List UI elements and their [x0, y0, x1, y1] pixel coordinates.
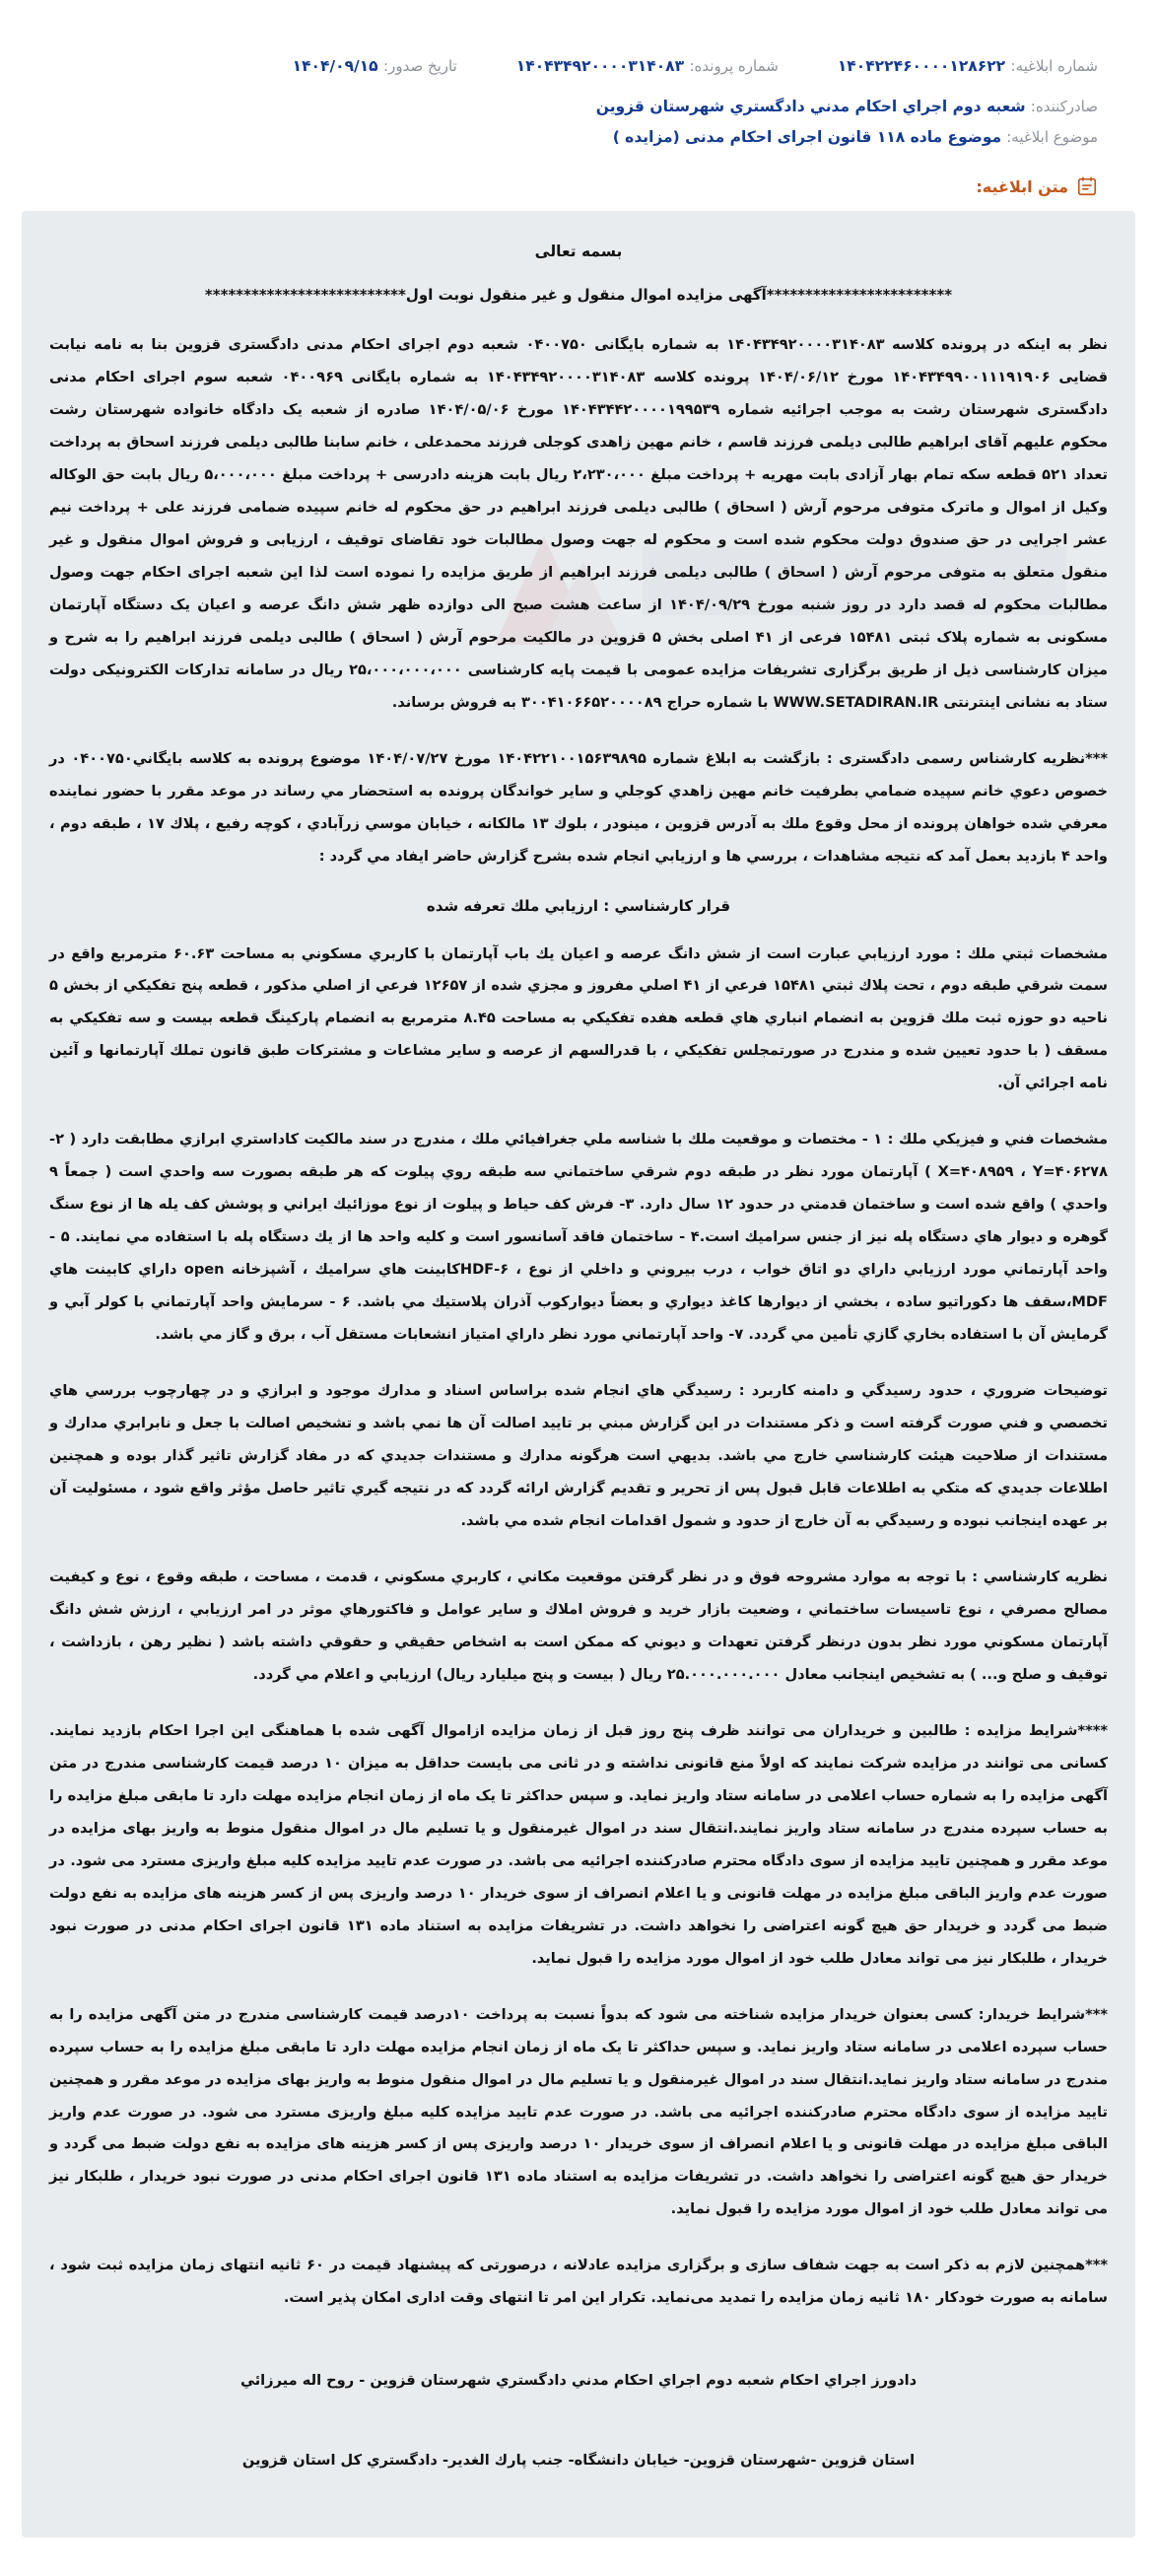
notice-number-field	[838, 57, 1098, 75]
case-number-value: ۱۴۰۴۳۴۹۲۰۰۰۰۳۱۴۰۸۳	[515, 57, 685, 75]
paragraph-physical-specs: مشخصات فني و فیزیکي ملك : ۱ - مختصات و موقعیت ملك با شناسه ملي جغرافیائي ملك ، مندرج در سند مالکیت کاداستري ابرازي مطابقت دارد ( ۲- X=۴۰۸۹۵۹ ، Y=۴۰۶۲۷۸ ) آپارتمان مورد نظر در طبقه دوم شرقي ساختماني سه طبقه روي پیلوت که هر طبقه بصورت سه واحدي است ( جمعاً ۹ واحدي ) واقع شده است و ساختمان قدمتي در حدود ۱۲ سال دارد. ۳- فرش کف حیاط و پیلوت از نوع موزائیك ایراني و پوشش کف یله ها از نوع سنگ گوهره و دیوار هاي دستگاه پله نیز از جنس سرامیك است.۴ - ساختمان فاقد آسانسور است و کلیه واحد ها از یك دستگاه پله با استفاده مي نمایند. ۵ - واحد آپارتماني مورد ارزیابي داراي دو اتاق خواب ، درب بیروني و داخلي از نوع ، ۶-HDFکابینت هاي سرامیك ، آشپزخانه open داراي کابینت هاي MDF،سقف ها دکوراتیو ساده ، بخشي از دیوارها کاغذ دیواري و بعضاً دیوارکوب آذران پلاستیك مي باشد. ۶ - سرمایش واحد آپارتماني با کولر آبي و گرمایش آن با استفاده بخاري گازي تأمین مي گردد. ۷- واحد آپارتماني مورد نظر داراي امتیاز انشعابات مستقل آب ، برق و گاز مي باشد.	[49, 1131, 1108, 1344]
issue-date-field	[293, 57, 457, 75]
notice-body-title-label: متن ابلاغیه:	[976, 176, 1068, 196]
notice-content-inner	[49, 243, 1108, 2469]
paragraph-auction-terms: ****شرایط مزایده : طالبین و خریداران می توانند ظرف پنج روز قبل از زمان مزایده ازاموال آگهی شده با هماهنگی این اجرا احکام بازدید نمایند. کسانی می توانند در مزایده شرکت نمایند که اولاً منع قانونی نداشته و در ثانی می بایست حداقل به میزان ۱۰ درصد قیمت کارشناسی مندرج در متن آگهی مزایده را به شماره حساب اعلامی در سامانه ستاد واریز نماید. و سپس حداکثر تا یک ماه از زمان انجام مزایده مهلت دارد تا مابقی مبلغ مزایده را به حساب سپرده مندرج در سامانه ستاد واریز نمایند.انتقال سند در اموال غیرمنقول و یا تسلیم مال در اموال منقول منوط به واریز بهای مزایده در موعد مقرر و همچنین تایید مزایده از سوی دادگاه محترم صادرکننده اجرائیه می باشد. در صورت عدم تایید مزایده کلیه مبلغ واریزی مسترد می شود. در صورت عدم واریز الباقی مبلغ مزایده در مهلت قانونی و یا اعلام انصراف از سوی خریدار ۱۰ درصد واریزی پس از کسر هزینه های مزایده به نفع دولت ضبط می گردد و خریدار حق هیچ گونه اعتراضی را نخواهد داشت. در تشریفات مزایده به استناد ماده ۱۳۱ قانون اجرای احکام مدنی در صورت نبود خریدار ، طلبکار نیز می تواند معادل طلب خود از اموال مورد مزایده را قبول نماید.	[49, 1721, 1108, 1967]
case-number-label: شماره پرونده:	[689, 57, 779, 75]
bismillah-heading: بسمه تعالی	[534, 243, 623, 260]
notice-content-panel	[22, 211, 1135, 2538]
paragraph-registry-specs: مشخصات ثبتي ملك : مورد ارزیابي عبارت است از شش دانگ عرصه و اعیان یك باب آپارتمان با کاربري مسکوني به مساحت ۶۰.۶۳ مترمربع واقع در سمت شرقي طبقه دوم ، تحت پلاك ثبتي ۱۵۴۸۱ فرعي از ۴۱ اصلي مفروز و مجزي شده از ۱۲۶۵۷ فرعي از اصلي مذکور ، قطعه پنج تفکیکي از بخش ۵ ناحیه دو حوزه ثبت ملك قزوین به انضمام انباري هاي قطعه هفده تفکیکي به مساحت ۸.۴۵ مترمربع به انضمام پارکینگ قطعه بیست و سه تفکیکي به مسقف ( با حدود تعیین شده و مندرج در صورتمجلس تفکیکي ، با قدرالسهم از عرصه و سایر مشاعات و مشترکات طبق قانون تملك آپارتمانها و آئین نامه اجرائي آن.	[49, 944, 1108, 1092]
issuer-value: شعبه دوم اجراي احکام مدني دادگستري شهرستان قزوین	[595, 98, 1026, 115]
paragraph-expert-conclusion: نظریه کارشناسي : با توجه به موارد مشروحه فوق و در نظر گرفتن موقعیت مکاني ، کاربري مسکوني ، قدمت ، مساحت ، طبقه وقوع ، نوع و کیفیت مصالح مصرفي ، نوع تاسیسات ساختماني ، وضعیت بازار خرید و فروش املاك و سایر عوامل و فاکتورهاي موثر در امر ارزیابي ، ارزش شش دانگ آپارتمان مسکوني مورد نظر بدون درنظر گرفتن تعهدات و دیوني که ممکن است به اشخاص حقیقي و حقوقي داشته باشد ( نظیر رهن ، بازداشت ، توقیف و صلح و... ) به تشخیص اینجانب معادل ۲۵.۰۰۰.۰۰۰.۰۰۰ ریال ( بیست و پنج میلیارد ریال) ارزیابي و اعلام مي گردد.	[49, 1567, 1108, 1683]
paragraph-case-summary: نظر به اینکه در پرونده کلاسه ۱۴۰۴۳۴۹۲۰۰۰۰۳۱۴۰۸۳ به شماره بایگانی ۰۴۰۰۷۵۰ شعبه دوم اجرای احکام مدنی دادگستری قزوین بنا به نامه نیابت قضایی ۱۴۰۴۳۴۹۹۰۰۱۱۱۹۱۹۰۶ مورخ ۱۴۰۴/۰۶/۱۲ پرونده کلاسه ۱۴۰۴۳۴۹۲۰۰۰۰۳۱۴۰۸۳ به شماره بایگانی ۰۴۰۰۹۶۹ شعبه سوم اجرای احکام مدنی دادگستری شهرستان رشت به موجب اجرائیه شماره ۱۴۰۴۳۴۴۲۰۰۰۰۱۹۹۵۳۹ مورخ ۱۴۰۴/۰۵/۰۶ صادره از شعبه یک دادگاه خانواده شهرستان رشت محکوم علیهم آقای ابراهیم طالبی دیلمی فرزند قاسم ، خانم مهین زاهدی کوجلی فرزند محمدعلی ، خانم سابنا طالبی دیلمی فرزند اسحاق به پرداخت تعداد ۵۲۱ قطعه سکه تمام بهار آزادی بابت مهریه + پرداخت مبلغ ۲،۲۳۰،۰۰۰ ریال بابت هزینه دادرسی + پرداخت مبلغ ۵،۰۰۰،۰۰۰ ریال بابت حق الوکاله وکیل از اموال و ماترک متوفی مرحوم آرش ( اسحاق ) طالبی دیلمی فرزند ابراهیم در حق محکوم له خانم سپیده ضمامی فرزند علی + پرداخت نیم عشر اجرایی در حق صندوق دولت محکوم شده است و محکوم له جهت وصول مطالبات خود تقاضای توقیف ، ارزیابی و فروش اموال منقول و غیر منقول متعلق به متوفی مرحوم آرش ( اسحاق ) طالبی دیلمی فرزند ابراهیم از طریق مزایده را نموده است لذا این شعبه اجرای احکام جهت وصول مطالبات محکوم له قصد دارد در روز شنبه مورخ ۱۴۰۴/۰۹/۲۹ از ساعت هشت صبح الی دوازده ظهر شش دانگ عرصه و اعیان یک دستگاه آپارتمان مسکونی به شماره پلاک ثبتی ۱۵۴۸۱ فرعی از ۴۱ اصلی بخش ۵ قزوین در مالکیت مرحوم آرش ( اسحاق ) طالبی دیلمی فرزند ابراهیم را به شرح و میزان کارشناسی ذیل از طریق برگزاری تشریفات مزایده عمومی با قیمت پایه کارشناسی ۲۵،۰۰۰،۰۰۰،۰۰۰ ریال در سامانه تدارکات الکترونیکی دولت ستاد به نشانی اینترنتی WWW.SETADIRAN.IR با شماره حراج ۳۰۰۴۱۰۶۶۵۲۰۰۰۰۸۹ به فروش برساند.	[49, 336, 1109, 711]
paragraph-buyer-terms: ***شرایط خریدار: کسی بعنوان خریدار مزایده شناخته می شود که بدواً نسبت به پرداخت ۱۰درصد قیمت کارشناسی مندرج در متن آگهی مزایده را به حساب سپرده اعلامی در سامانه ستاد واریز نماید. و سپس حداکثر تا یک ماه از زمان انجام مزایده مهلت دارد تا مابقی مبلغ مزایده را به حساب سپرده مندرج در سامانه ستاد واریز نماید.انتقال سند در اموال غیرمنقول و یا تسلیم مال در اموال منقول منوط به واریز بهای مزایده در موعد مقرر و همچنین تایید مزایده از سوی دادگاه محترم صادرکننده اجرائیه می باشد. در صورت عدم تایید مزایده کلیه مبلغ واریزی مسترد می شود. در صورت عدم واریز الباقی مبلغ مزایده در مهلت قانونی و یا اعلام انصراف از سوی خریدار ۱۰ درصد واریزی پس از کسر هزینه های مزایده به نفع دولت ضبط می گردد و خریدار حق هیچ گونه اعتراضی را نخواهد داشت. در تشریفات مزایده به استناد ماده ۱۳۱ قانون اجرای احکام مدنی در صورت نبود خریدار ، طلبکار نیز می تواند معادل طلب خود از اموال مورد مزایده را قبول نماید.	[49, 2005, 1108, 2218]
notice-body-title	[0, 175, 1157, 197]
notice-number-value: ۱۴۰۴۲۲۴۶۰۰۰۰۱۲۸۶۲۲	[837, 57, 1006, 75]
header-meta-bar	[0, 0, 1157, 75]
issue-date-value: ۱۴۰۴/۰۹/۱۵	[292, 57, 378, 75]
signature-line: دادورز اجراي احکام شعبه دوم اجراي احکام مدني دادگستري شهرستان قزوین - روح اله میرزائي	[239, 2372, 918, 2390]
section-heading-appraisal-order: قرار کارشناسي : ارزیابي ملك تعرفه شده	[426, 896, 731, 915]
subject-label: موضوع ابلاغیه:	[1006, 128, 1098, 146]
address-line: استان قزوین -شهرستان قزوین- خیابان دانشگاه- جنب پارك الغدیر- دادگستري کل استان قزوین	[241, 2452, 916, 2470]
paragraph-expert-opinion: ***نظریه کارشناس رسمی دادگستری : بازگشت به ابلاغ شماره ۱۴۰۴۲۲۱۰۰۱۵۶۳۹۸۹۵ مورخ ۱۴۰۴/۰۷/۲۷ موضوع پرونده به کلاسه بایگاني۰۴۰۰۷۵۰ در خصوص دعوي خانم سپیده ضمامي بطرفیت خانم مهین زاهدي کوجلي و سایر خواندگان پرونده به استحضار مي رساند در موعد مقرر با حضور نماینده معرفي شده خواهان پرونده از محل وقوع ملك به آدرس قزوین ، مینودر ، بلوك ۱۳ مالکانه ، خیابان موسي زرآبادي ، کوچه رفیع ، پلاك ۱۷ ، طبقه دوم ، واحد ۴ بازدید بعمل آمد که نتیجه مشاهدات ، بررسي ها و ارزیابي انجام شده بشرح گزارش حاضر ایفاد مي گردد :	[49, 749, 1108, 865]
paragraph-extension-rule: ***همچنین لازم به ذکر است به جهت شفاف سازی و برگزاری مزایده عادلانه ، درصورتی که پیشنهاد قیمت در ۶۰ ثانیه انتهای زمان مزایده ثبت شود ، سامانه به صورت خودکار ۱۸۰ ثانیه زمان مزایده را تمدید می‌نماید. تکرار این امر تا انتهای وقت اداری امکان پذیر است.	[49, 2257, 1108, 2307]
case-number-field	[516, 57, 779, 75]
issuer-line	[0, 97, 1157, 115]
paragraph-scope-notes: توضیحات ضروري ، حدود رسیدگي و دامنه کاربرد : رسیدگي هاي انجام شده براساس اسناد و مدارك موجود و ابرازي و در چهارچوب بررسي هاي تخصصي و فني صورت گرفته است و ذکر مستندات در این گزارش مبني بر تایید اصالت آن ها نمي باشد و تشخیص اصالت با جعل و نابرابري مدارك و مستندات از صلاحیت هیئت کارشناسي خارج مي باشد. بدیهي است هرگونه مدارك و مستندات جدیدي که در مفاد گزارش تاثیر گذار بوده و همچنین اطلاعات جدیدي که متکي به اطلاعات قابل قبول پس از تحریر و تقدیم گزارش ارائه گردد که در نتیجه گیري تاثیر حاصل مؤثر واقع شود ، مسئولیت آن بر عهده اینجانب نبوده و رسیدگي به آن خارج از حدود و شمول اقدامات انجام شده مي باشد.	[49, 1382, 1108, 1529]
subject-value: موضوع ماده ۱۱۸ قانون اجرای احکام مدنی (مزایده )	[612, 128, 1002, 146]
issue-date-label: تاریخ صدور:	[383, 57, 457, 75]
notice-number-label: شماره ابلاغیه:	[1010, 57, 1098, 75]
auction-title-heading: ************************آگهی مزایده اموال منقول و غیر منقول نوبت اول**************************	[204, 286, 953, 304]
issuer-label: صادرکننده:	[1030, 98, 1098, 115]
document-lines-icon	[1076, 175, 1098, 197]
subject-line	[0, 127, 1157, 146]
